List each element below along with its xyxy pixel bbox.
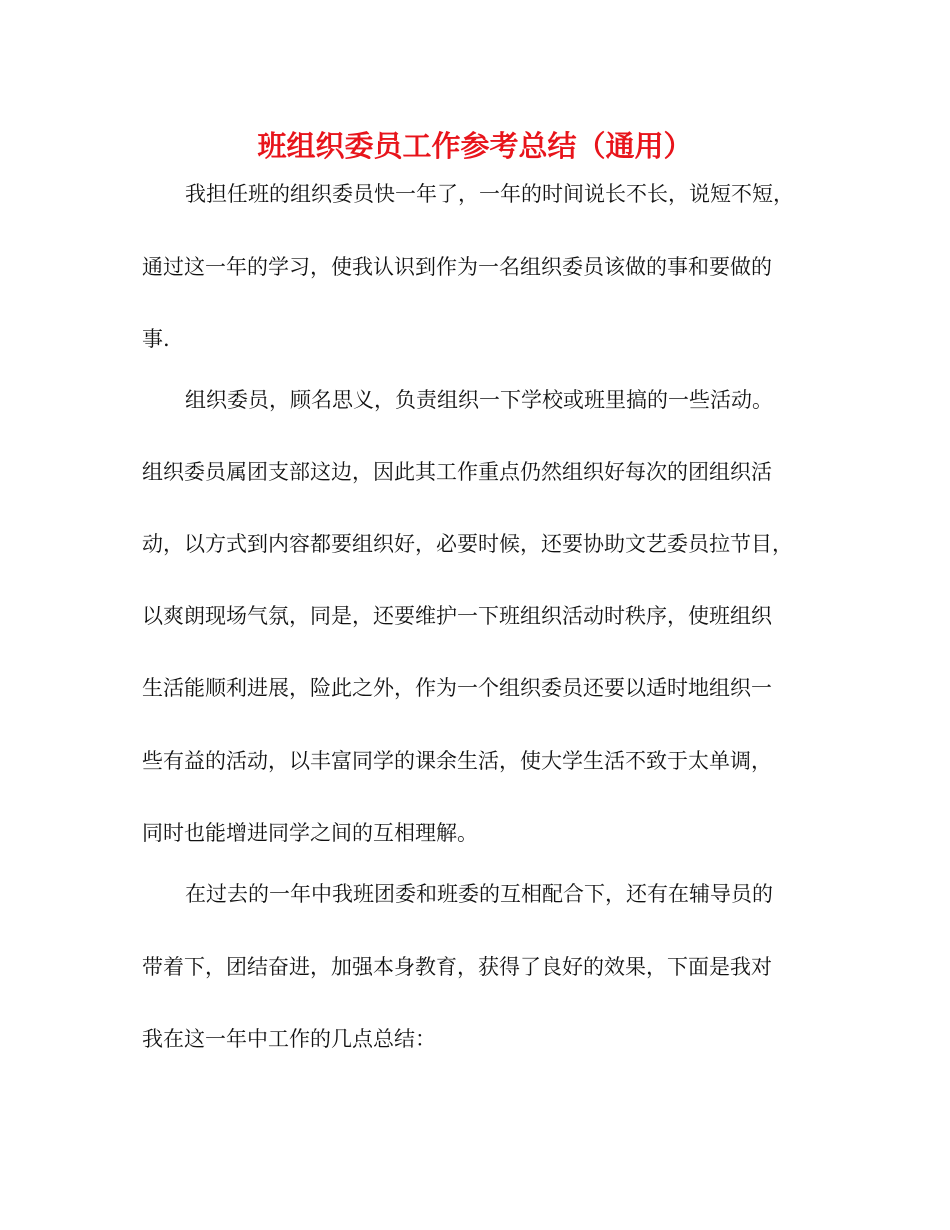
- paragraph-line: 在过去的一年中我班团委和班委的互相配合下，还有在辅导员的: [185, 882, 773, 906]
- paragraph-line: 生活能顺利进展，险此之外，作为一个组织委员还要以适时地组织一: [142, 676, 772, 700]
- paragraph-line: 些有益的活动，以丰富同学的课余生活，使大学生活不致于太单调，: [142, 749, 772, 773]
- paragraph-line: 以爽朗现场气氛，同是，还要维护一下班组织活动时秩序，使班组织: [142, 604, 772, 628]
- paragraph-line: 带着下，团结奋进，加强本身教育，获得了良好的效果，下面是我对: [142, 955, 772, 979]
- paragraph-line: 我担任班的组织委员快一年了，一年的时间说长不长，说短不短，: [185, 182, 794, 206]
- paragraph-line: 事.: [142, 327, 170, 351]
- paragraph-line: 组织委员属团支部这边，因此其工作重点仍然组织好每次的团组织活: [142, 460, 772, 484]
- paragraph-line: 同时也能增进同学之间的互相理解。: [142, 821, 478, 845]
- paragraph-line: 我在这一年中工作的几点总结：: [142, 1027, 436, 1051]
- paragraph-line: 通过这一年的学习，使我认识到作为一名组织委员该做的事和要做的: [142, 255, 772, 279]
- paragraph-line: 动，以方式到内容都要组织好，必要时候，还要协助文艺委员拉节目，: [142, 532, 793, 556]
- document-title: 班组织委员工作参考总结（通用）: [257, 129, 693, 163]
- paragraph-line: 组织委员，顾名思义，负责组织一下学校或班里搞的一些活动。: [185, 388, 773, 412]
